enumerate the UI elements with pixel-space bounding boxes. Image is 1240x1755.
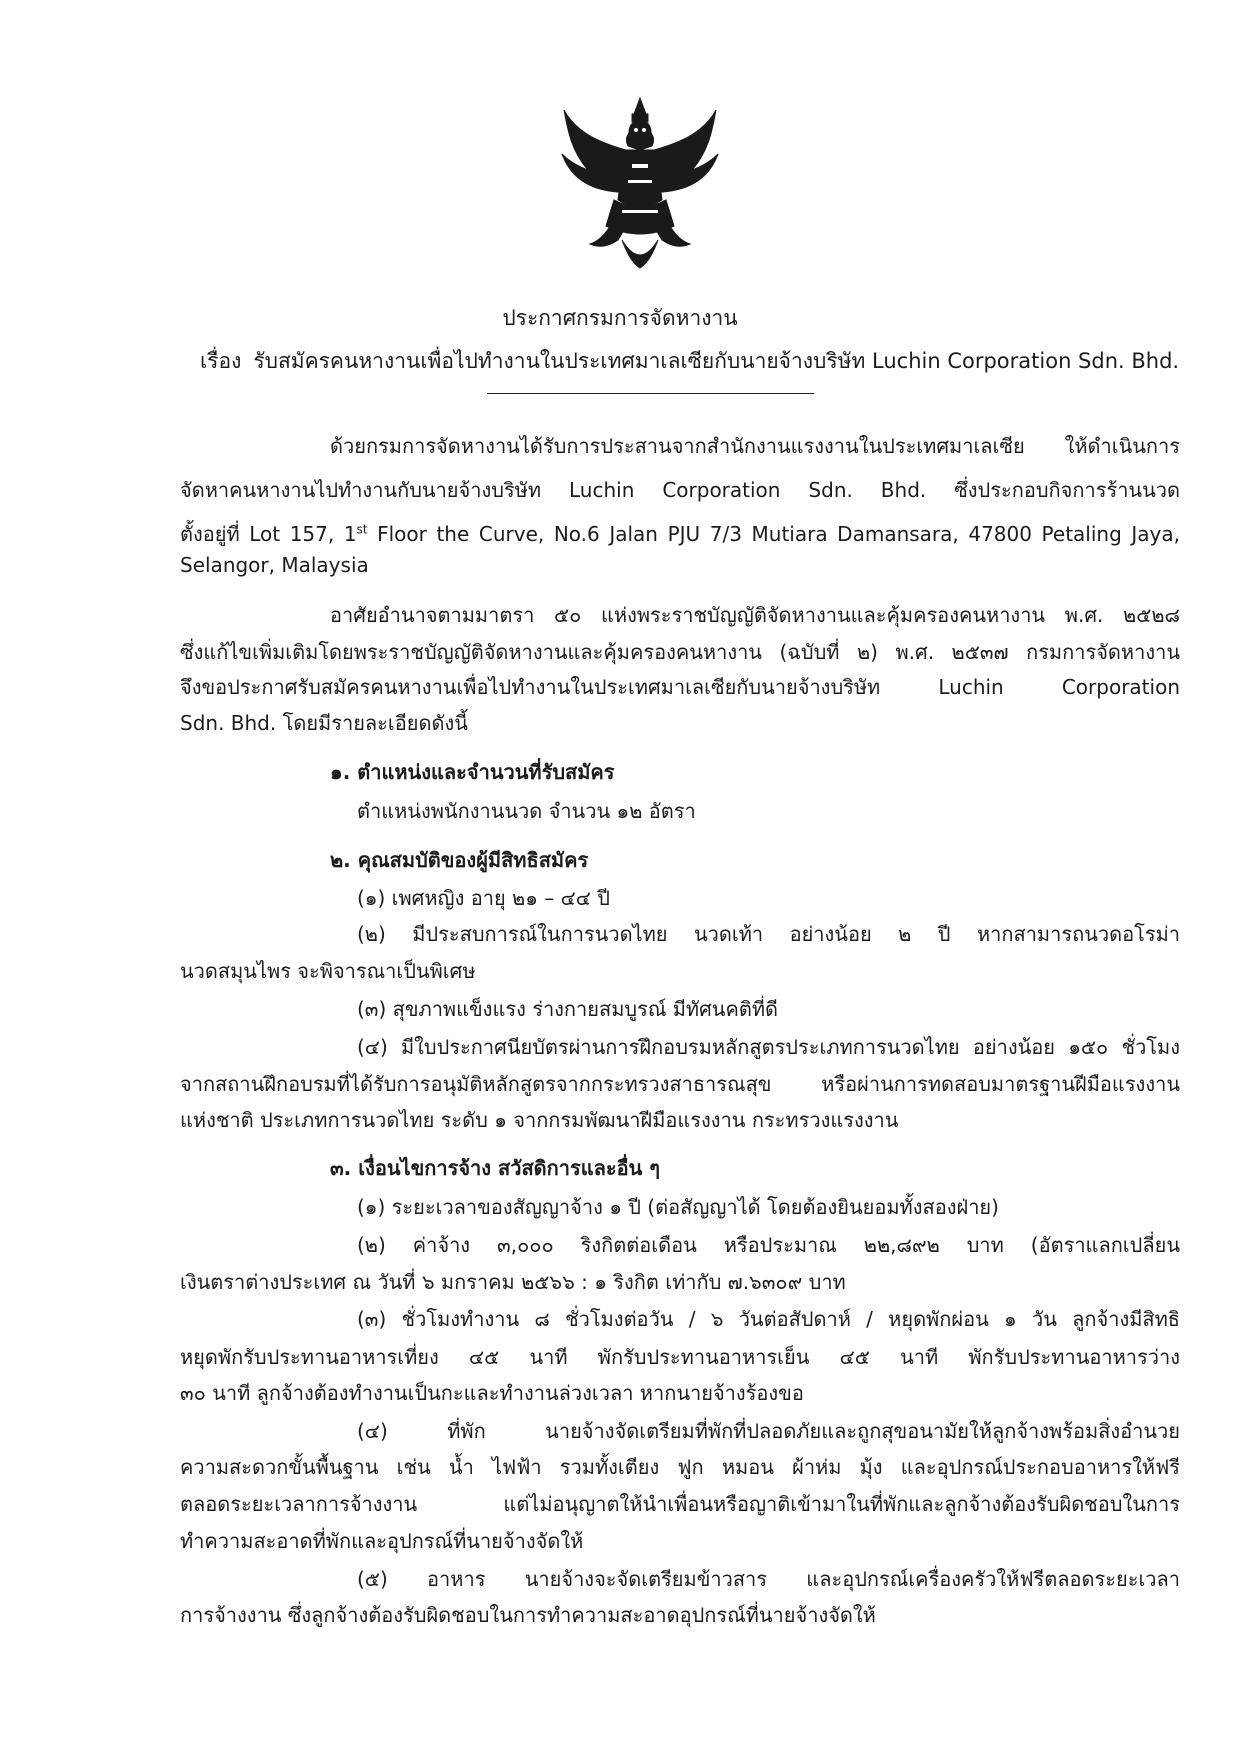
qualification-item: (๑) เพศหญิง อายุ ๒๑ – ๔๔ ปี	[357, 886, 610, 910]
qualification-item: (๔) มีใบประกาศนียบัตรผ่านการฝึกอบรมหลักสูตรประเภทการนวดไทย อย่างน้อย ๑๕๐ ชั่วโมง	[357, 1035, 1180, 1059]
intro-line	[180, 518, 1180, 550]
condition-item: (๔) ที่พัก นายจ้างจัดเตรียมที่พักที่ปลอดภัยและถูกสุขอนามัยให้ลูกจ้างพร้อมสิ่งอำนวย	[357, 1419, 1180, 1443]
condition-item-cont: ทำความสะอาดที่พักและอุปกรณ์ที่นายจ้างจัดให้	[180, 1529, 584, 1553]
announcement-title: ประกาศกรมการจัดหางาน	[502, 306, 738, 330]
condition-item-cont: ตลอดระยะเวลาการจ้างงาน แต่ไม่อนุญาตให้นำเพื่อนหรือญาติเข้ามาในที่พักและลูกจ้างต้องรับผิดชอบในการ	[180, 1492, 1180, 1516]
intro-line: Selangor, Malaysia	[180, 553, 369, 577]
section-body: ตำแหน่งพนักงานนวด จำนวน ๑๒ อัตรา	[357, 799, 696, 823]
intro-address-start: ตั้งอยู่ที่ Lot 157, 1	[180, 522, 357, 546]
subject-label: เรื่อง	[200, 349, 242, 373]
condition-item: (๕) อาหาร นายจ้างจะจัดเตรียมข้าวสาร และอุปกรณ์เครื่องครัวให้ฟรีตลอดระยะเวลา	[357, 1567, 1180, 1591]
authority-line: ซึ่งแก้ไขเพิ่มเติมโดยพระราชบัญญัติจัดหางานและคุ้มครองคนหางาน (ฉบับที่ ๒) พ.ศ. ๒๕๓๗ กรมการจัดหางาน	[180, 640, 1180, 664]
authority-line: อาศัยอำนาจตามมาตรา ๕๐ แห่งพระราชบัญญัติจัดหางานและคุ้มครองคนหางาน พ.ศ. ๒๕๒๘	[330, 603, 1180, 627]
ordinal-suffix: st	[356, 522, 368, 537]
intro-line: จัดหาคนหางานไปทำงานกับนายจ้างบริษัท Luchin Corporation Sdn. Bhd. ซึ่งประกอบกิจการร้านนวด	[180, 478, 1180, 502]
qualification-item-cont: แห่งชาติ ประเภทการนวดไทย ระดับ ๑ จากกรมพัฒนาฝีมือแรงงาน กระทรวงแรงงาน	[180, 1108, 899, 1132]
qualification-item-cont: จากสถานฝึกอบรมที่ได้รับการอนุมัติหลักสูตรจากกระทรวงสาธารณสุข หรือผ่านการทดสอบมาตรฐานฝีมือแรงงาน	[180, 1072, 1180, 1096]
condition-item-cont: ๓๐ นาที ลูกจ้างต้องทำงานเป็นกะและทำงานล่วงเวลา หากนายจ้างร้องขอ	[180, 1381, 804, 1405]
qualification-item: (๓) สุขภาพแข็งแรง ร่างกายสมบูรณ์ มีทัศนคติที่ดี	[357, 997, 779, 1021]
condition-item-cont: เงินตราต่างประเทศ ณ วันที่ ๖ มกราคม ๒๕๖๖ : ๑ ริงกิต เท่ากับ ๗.๖๓๐๙ บาท	[180, 1270, 846, 1294]
condition-item: (๑) ระยะเวลาของสัญญาจ้าง ๑ ปี (ต่อสัญญาได้ โดยต้องยินยอมทั้งสองฝ่าย)	[357, 1195, 999, 1219]
qualification-item-cont: นวดสมุนไพร จะพิจารณาเป็นพิเศษ	[180, 959, 476, 983]
intro-line: ด้วยกรมการจัดหางานได้รับการประสานจากสำนักงานแรงงานในประเทศมาเลเซีย ให้ดำเนินการ	[330, 434, 1180, 458]
authority-line: Sdn. Bhd. โดยมีรายละเอียดดังนี้	[180, 711, 468, 735]
condition-item-cont: การจ้างงาน ซึ่งลูกจ้างต้องรับผิดชอบในการทำความสะอาดอุปกรณ์ที่นายจ้างจัดให้	[180, 1603, 876, 1627]
condition-item-cont: ความสะดวกขั้นพื้นฐาน เช่น น้ำ ไฟฟ้า รวมทั้งเตียง ฟูก หมอน ผ้าห่ม มุ้ง และอุปกรณ์ประกอบอาหารให้ฟรี	[180, 1455, 1180, 1479]
title-divider	[487, 393, 814, 394]
condition-item: (๓) ชั่วโมงทำงาน ๘ ชั่วโมงต่อวัน / ๖ วันต่อสัปดาห์ / หยุดพักผ่อน ๑ วัน ลูกจ้างมีสิทธิ	[357, 1307, 1180, 1331]
subject-text: รับสมัครคนหางานเพื่อไปทำงานในประเทศมาเลเซียกับนายจ้างบริษัท Luchin Corporation Sdn. Bhd.	[253, 349, 1180, 373]
section-heading: ๓. เงื่อนไขการจ้าง สวัสดิการและอื่น ๆ	[330, 1156, 660, 1180]
qualification-item: (๒) มีประสบการณ์ในการนวดไทย นวดเท้า อย่างน้อย ๒ ปี หากสามารถนวดอโรม่า	[357, 922, 1180, 946]
intro-address-rest: Floor the Curve, No.6 Jalan PJU 7/3 Mutiara Damansara, 47800 Petaling Jaya,	[367, 522, 1180, 546]
authority-line: จึงขอประกาศรับสมัครคนหางานเพื่อไปทำงานในประเทศมาเลเซียกับนายจ้างบริษัท Luchin Corporation	[180, 675, 1180, 699]
section-heading: ๑. ตำแหน่งและจำนวนที่รับสมัคร	[330, 760, 615, 784]
condition-item: (๒) ค่าจ้าง ๓,๐๐๐ ริงกิตต่อเดือน หรือประมาณ ๒๒,๘๙๒ บาท (อัตราแลกเปลี่ยน	[357, 1233, 1180, 1257]
condition-item-cont: หยุดพักรับประทานอาหารเที่ยง ๔๕ นาที พักรับประทานอาหารเย็น ๔๕ นาที พักรับประทานอาหารว่าง	[180, 1345, 1180, 1369]
subject-line	[200, 345, 1179, 378]
section-heading: ๒. คุณสมบัติของผู้มีสิทธิสมัคร	[330, 848, 589, 872]
garuda-emblem-icon	[548, 92, 732, 276]
